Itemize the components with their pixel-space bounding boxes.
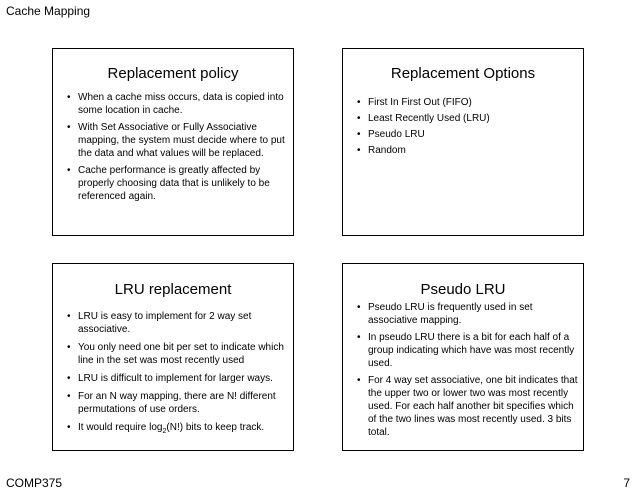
page-header-title: Cache Mapping [6,4,91,18]
bullet-item-log-formula [66,421,290,434]
bullet-item: • LRU is easy to implement for 2 way set associative. [66,310,290,336]
formula-subscript: 2 [162,428,167,435]
slide-lru-replacement [52,263,294,451]
bullet-item: • In pseudo LRU there is a bit for each half of a group indicating which have was most recently used. [356,331,578,370]
formula-text-after: (N!) bits to keep track. [166,422,265,433]
bullet-item: • With Set Associative or Fully Associative mapping, the system must decide where to put the data and what values will be replaced. [66,121,288,160]
bullet-item: • Random [356,144,578,157]
slide-replacement-options [342,48,584,236]
footer-page-number: 7 [623,476,630,490]
bullet-item: • For an N way mapping, there are N! different permutations of use orders. [66,390,290,416]
slide-title: LRU replacement [114,281,232,298]
slide-title: Replacement policy [107,65,239,82]
bullet-list [356,301,578,443]
formula-text-before: It would require log [78,422,163,433]
bullet-list [66,91,288,207]
bullet-item: • Pseudo LRU is frequently used in set associative mapping. [356,301,578,327]
bullet-item: • LRU is difficult to implement for larger ways. [66,372,290,385]
footer-course: COMP375 [6,476,63,490]
bullet-list [66,310,290,439]
slide-pseudo-lru [342,263,584,451]
bullet-item: • You only need one bit per set to indicate which line in the set was most recently used [66,341,290,367]
slide-replacement-policy [52,48,294,236]
bullet-item: • When a cache miss occurs, data is copied into some location in cache. [66,91,288,117]
bullet-item: • For 4 way set associative, one bit indicates that the upper two or lower two was most recently used. For each half another bit specifies which of the two lines was most recently used. 3 bits total. [356,374,578,439]
bullet-list [356,96,578,160]
bullet-item: • First In First Out (FIFO) [356,96,578,109]
slide-title: Replacement Options [390,65,536,82]
bullet-item: • Pseudo LRU [356,128,578,141]
slide-title: Pseudo LRU [420,281,506,298]
bullet-item: • Least Recently Used (LRU) [356,112,578,125]
bullet-item: • Cache performance is greatly affected by properly choosing data that is unlikely to be referenced again. [66,164,288,203]
